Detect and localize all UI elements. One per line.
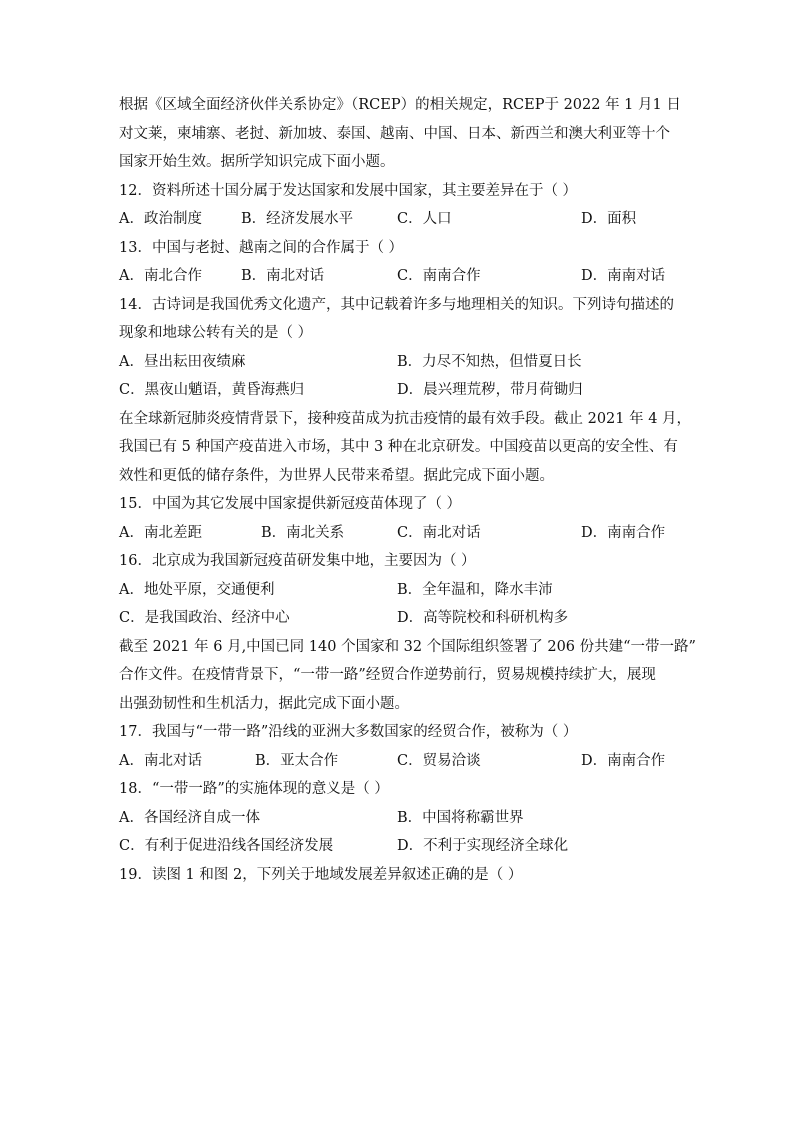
question-12-option-c: C．人口: [397, 211, 452, 227]
passage-3-line-3: 出强劲韧性和生机活力，据此完成下面小题。: [119, 696, 409, 712]
question-15-option-b: B．南北关系: [261, 525, 345, 541]
question-18-stem: 18．“一带一路”的实施体现的意义是（ ）: [119, 781, 389, 797]
passage-3-line-1: 截至 2021 年 6 月,中国已同 140 个国家和 32 个国际组织签署了 206 份共建“一带一路”: [119, 639, 696, 655]
question-14-stem-line-2: 现象和地球公转有关的是（ ）: [119, 325, 313, 341]
question-18-options-row-1: [119, 808, 679, 828]
question-14-options-row-1: [119, 352, 679, 372]
question-18-option-b: B．中国将称霸世界: [397, 810, 524, 826]
passage-2-line-2: 我国已有 5 种国产疫苗进入市场，其中 3 种在北京研发。中国疫苗以更高的安全性、有: [119, 439, 678, 455]
question-17-option-c: C．贸易洽谈: [397, 753, 481, 769]
passage-1-line-2: 对文莱，柬埔寨、老挝、新加坡、泰国、越南、中国、日本、新西兰和澳大利亚等十个: [119, 126, 670, 142]
question-15-option-a: A．南北差距: [119, 525, 202, 541]
question-16-stem: 16．北京成为我国新冠疫苗研发集中地，主要因为（ ）: [119, 553, 476, 569]
question-18-option-a: A．各国经济自成一体: [119, 810, 260, 826]
question-12-options: [119, 209, 679, 229]
question-16-options-row-1: [119, 580, 679, 600]
question-13-stem: 13．中国与老挝、越南之间的合作属于（ ）: [119, 240, 404, 256]
question-18-option-c: C．有利于促进沿线各国经济发展: [119, 838, 334, 854]
question-14-stem-line-1: 14．古诗词是我国优秀文化遗产，其中记载着许多与地理相关的知识。下列诗句描述的: [119, 297, 674, 313]
question-16-option-d: D．高等院校和科研机构多: [397, 610, 569, 626]
question-15-option-c: C．南北对话: [397, 525, 481, 541]
question-13-option-a: A．南北合作: [119, 268, 202, 284]
question-14-options-row-2: [119, 380, 679, 400]
passage-1-line-3: 国家开始生效。据所学知识完成下面小题。: [119, 154, 395, 170]
question-17-option-a: A．南北对话: [119, 753, 202, 769]
question-12-option-b: B．经济发展水平: [241, 211, 354, 227]
question-13-option-d: D．南南对话: [581, 268, 666, 284]
question-12-stem: 12．资料所述十国分属于发达国家和发展中国家，其主要差异在于（ ）: [119, 183, 578, 199]
question-15-option-d: D．南南合作: [581, 525, 666, 541]
passage-3-line-2: 合作文件。在疫情背景下，“一带一路”经贸合作逆势前行，贸易规模持续扩大，展现: [119, 667, 656, 683]
question-19-stem: 19．读图 1 和图 2，下列关于地域发展差异叙述正确的是（ ）: [119, 867, 523, 883]
question-18-options-row-2: [119, 836, 679, 856]
question-17-option-b: B．亚太合作: [255, 753, 339, 769]
question-12-option-d: D．面积: [581, 211, 637, 227]
question-17-options: [119, 751, 679, 771]
question-14-option-a: A．昼出耘田夜绩麻: [119, 354, 246, 370]
question-16-option-b: B．全年温和，降水丰沛: [397, 582, 553, 598]
question-14-option-b: B．力尽不知热，但惜夏日长: [397, 354, 582, 370]
question-16-option-c: C．是我国政治、经济中心: [119, 610, 290, 626]
question-16-options-row-2: [119, 608, 679, 628]
question-16-option-a: A．地处平原，交通便利: [119, 582, 275, 598]
question-13-option-b: B．南北对话: [241, 268, 325, 284]
passage-2-line-1: 在全球新冠肺炎疫情背景下，接种疫苗成为抗击疫情的最有效手段。截止 2021 年 4 月，: [119, 411, 692, 427]
question-15-stem: 15．中国为其它发展中国家提供新冠疫苗体现了（ ）: [119, 496, 462, 512]
question-18-option-d: D．不利于实现经济全球化: [397, 838, 569, 854]
passage-1-line-1: 根据《区域全面经济伙伴关系协定》（RCEP）的相关规定，RCEP于 2022 年 1 月1 日: [119, 97, 681, 113]
question-14-option-c: C．黑夜山魈语，黄昏海燕归: [119, 382, 305, 398]
question-13-options: [119, 266, 679, 286]
question-14-option-d: D．晨兴理荒秽，带月荷锄归: [397, 382, 583, 398]
question-17-stem: 17．我国与“一带一路”沿线的亚洲大多数国家的经贸合作，被称为（ ）: [119, 724, 578, 740]
question-15-options: [119, 523, 679, 543]
passage-2-line-3: 效性和更低的储存条件，为世界人民带来希望。据此完成下面小题。: [119, 468, 554, 484]
question-13-option-c: C．南南合作: [397, 268, 481, 284]
question-12-option-a: A．政治制度: [119, 211, 202, 227]
question-17-option-d: D．南南合作: [581, 753, 666, 769]
